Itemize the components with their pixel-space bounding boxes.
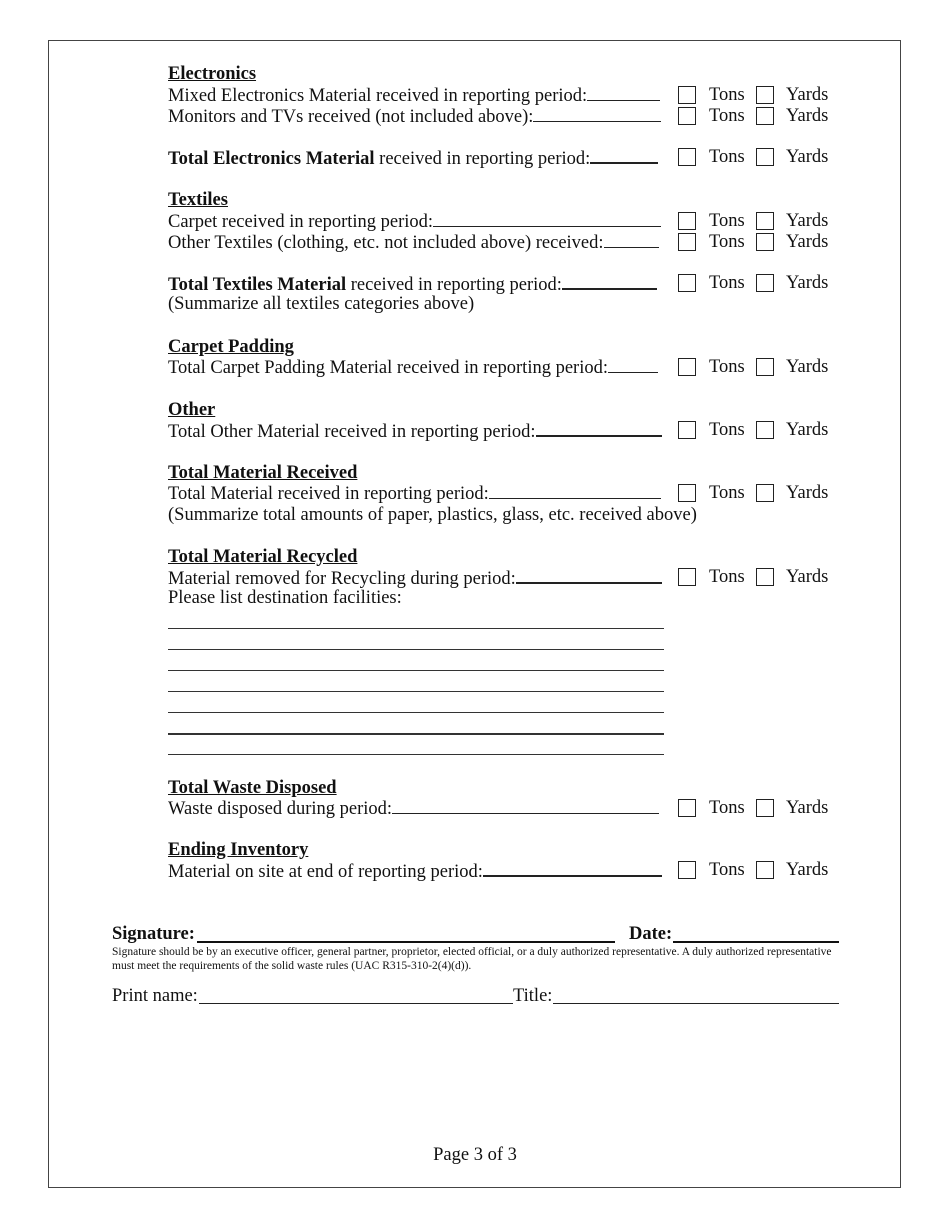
print-name-label: Print name:	[112, 986, 198, 1006]
yards-checkbox[interactable]	[756, 421, 774, 439]
total-textiles-rest: received in reporting period:	[346, 275, 562, 295]
total-received-heading: Total Material Received	[168, 463, 358, 483]
textiles-heading: Textiles	[168, 190, 228, 210]
tons-label: Tons	[709, 147, 745, 167]
yards-checkbox[interactable]	[756, 568, 774, 586]
waste-label: Waste disposed during period:	[168, 799, 393, 819]
total-recycled-row	[168, 567, 662, 590]
destination-line-7[interactable]	[168, 754, 664, 755]
date-line[interactable]	[673, 941, 839, 943]
mixed-electronics-label: Mixed Electronics Material received in reporting period:	[168, 86, 588, 106]
yards-checkbox[interactable]	[756, 107, 774, 125]
monitors-row	[168, 106, 661, 128]
other-row	[168, 420, 662, 443]
carpet-label: Carpet received in reporting period:	[168, 212, 434, 232]
destination-label: Please list destination facilities:	[168, 588, 402, 608]
tons-checkbox[interactable]	[678, 148, 696, 166]
total-electronics-row	[168, 147, 658, 170]
mixed-electronics-blank[interactable]	[587, 85, 660, 101]
ending-heading: Ending Inventory	[168, 840, 309, 860]
yards-checkbox[interactable]	[756, 358, 774, 376]
destination-line-3[interactable]	[168, 670, 664, 671]
yards-label: Yards	[786, 147, 829, 167]
other-textiles-blank[interactable]	[604, 232, 659, 248]
carpet-padding-label: Total Carpet Padding Material received in reporting period:	[168, 358, 608, 378]
yards-label: Yards	[786, 273, 829, 293]
waste-blank[interactable]	[392, 798, 659, 814]
yards-checkbox[interactable]	[756, 233, 774, 251]
destination-line-2[interactable]	[168, 649, 664, 650]
date-label: Date:	[629, 924, 673, 944]
carpet-blank[interactable]	[433, 211, 661, 227]
tons-label: Tons	[709, 860, 745, 880]
electronics-heading: Electronics	[168, 64, 257, 84]
yards-label: Yards	[786, 420, 829, 440]
total-received-label: Total Material received in reporting period:	[168, 484, 489, 504]
tons-label: Tons	[709, 798, 745, 818]
yards-checkbox[interactable]	[756, 484, 774, 502]
signature-line[interactable]	[197, 941, 615, 943]
yards-checkbox[interactable]	[756, 799, 774, 817]
ending-blank[interactable]	[483, 860, 662, 877]
total-recycled-blank[interactable]	[516, 567, 662, 584]
other-textiles-row	[168, 232, 659, 254]
total-received-row	[168, 483, 661, 505]
yards-label: Yards	[786, 211, 829, 231]
carpet-row	[168, 211, 661, 233]
tons-label: Tons	[709, 232, 745, 252]
tons-checkbox[interactable]	[678, 233, 696, 251]
destination-line-5[interactable]	[168, 712, 664, 713]
destination-line-1[interactable]	[168, 628, 664, 629]
destination-line-6[interactable]	[168, 733, 664, 735]
yards-checkbox[interactable]	[756, 274, 774, 292]
other-blank[interactable]	[536, 420, 662, 437]
tons-label: Tons	[709, 357, 745, 377]
total-electronics-bold: Total Electronics Material	[168, 149, 375, 169]
signature-note: Signature should be by an executive officer, general partner, proprietor, elected official, or a duly authorized representative. A duly authorized representative must meet the requirements of the solid waste rules (UAC R315-310-2(4)(d)).	[112, 946, 832, 972]
mixed-electronics-row	[168, 85, 660, 107]
yards-label: Yards	[786, 567, 829, 587]
yards-checkbox[interactable]	[756, 861, 774, 879]
ending-label: Material on site at end of reporting period:	[168, 862, 483, 882]
tons-label: Tons	[709, 106, 745, 126]
tons-checkbox[interactable]	[678, 568, 696, 586]
total-electronics-rest: received in reporting period:	[374, 149, 591, 169]
tons-checkbox[interactable]	[678, 799, 696, 817]
textiles-note: (Summarize all textiles categories above)	[168, 294, 475, 314]
yards-label: Yards	[786, 85, 829, 105]
other-heading: Other	[168, 400, 216, 420]
tons-checkbox[interactable]	[678, 212, 696, 230]
yards-checkbox[interactable]	[756, 148, 774, 166]
tons-checkbox[interactable]	[678, 86, 696, 104]
yards-label: Yards	[786, 860, 829, 880]
yards-label: Yards	[786, 106, 829, 126]
yards-label: Yards	[786, 357, 829, 377]
carpet-padding-row	[168, 357, 658, 379]
waste-row	[168, 798, 659, 820]
tons-checkbox[interactable]	[678, 274, 696, 292]
ending-row	[168, 860, 662, 883]
total-textiles-row	[168, 273, 657, 296]
title-line[interactable]	[553, 1003, 839, 1004]
yards-checkbox[interactable]	[756, 86, 774, 104]
total-electronics-blank[interactable]	[590, 147, 658, 164]
total-recycled-label: Material removed for Recycling during period:	[168, 569, 516, 589]
yards-checkbox[interactable]	[756, 212, 774, 230]
total-recycled-heading: Total Material Recycled	[168, 547, 358, 567]
carpet-padding-blank[interactable]	[608, 357, 658, 373]
other-label: Total Other Material received in reporting period:	[168, 422, 536, 442]
tons-checkbox[interactable]	[678, 861, 696, 879]
waste-heading: Total Waste Disposed	[168, 778, 337, 798]
total-received-note: (Summarize total amounts of paper, plastics, glass, etc. received above)	[168, 505, 697, 525]
page-number: Page 3 of 3	[433, 1145, 517, 1165]
total-received-blank[interactable]	[489, 483, 661, 499]
print-name-line[interactable]	[199, 1003, 513, 1004]
tons-label: Tons	[709, 211, 745, 231]
title-label: Title:	[513, 986, 553, 1006]
yards-label: Yards	[786, 798, 829, 818]
total-textiles-bold: Total Textiles Material	[168, 275, 347, 295]
tons-label: Tons	[709, 273, 745, 293]
tons-label: Tons	[709, 420, 745, 440]
tons-label: Tons	[709, 567, 745, 587]
destination-line-4[interactable]	[168, 691, 664, 692]
tons-checkbox[interactable]	[678, 421, 696, 439]
other-textiles-label: Other Textiles (clothing, etc. not included above) received:	[168, 233, 604, 253]
signature-label: Signature:	[112, 924, 195, 944]
yards-label: Yards	[786, 232, 829, 252]
monitors-label: Monitors and TVs received (not included above):	[168, 107, 534, 127]
tons-checkbox[interactable]	[678, 107, 696, 125]
yards-label: Yards	[786, 483, 829, 503]
tons-checkbox[interactable]	[678, 484, 696, 502]
tons-label: Tons	[709, 483, 745, 503]
tons-checkbox[interactable]	[678, 358, 696, 376]
monitors-blank[interactable]	[533, 106, 661, 122]
carpet-padding-heading: Carpet Padding	[168, 337, 294, 357]
tons-label: Tons	[709, 85, 745, 105]
total-textiles-blank[interactable]	[562, 273, 657, 290]
